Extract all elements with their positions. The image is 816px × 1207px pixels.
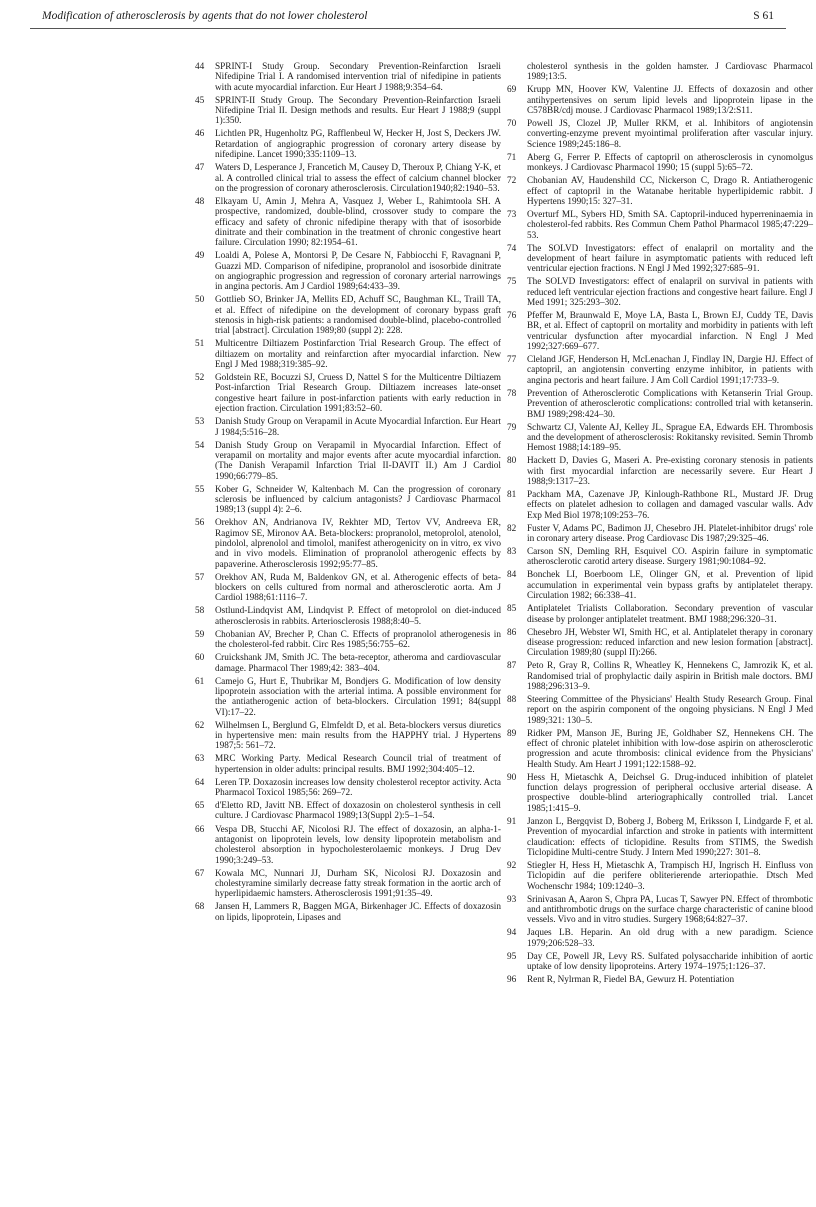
reference-item xyxy=(507,153,813,174)
reference-text: Elkayam U, Amin J, Mehra A, Vasquez J, Weber L, Rahimtoola SH. A prospective, randomized, double-blind, crossover study to compare the efficacy and safety of chronic nifedipine therapy with that of isosorbide dinitrate and their combination in the treatment of chronic congestive heart failure. Circulation 1990; 82:1954–61. xyxy=(215,196,501,249)
reference-number: 46 xyxy=(195,129,205,140)
reference-text: Kowala MC, Nunnari JJ, Durham SK, Nicolosi RJ. Doxazosin and cholestyramine similarly decrease fatty streak formation in the aortic arch of hyperlipidaemic hamsters. Atherosclerosis 1991;91:35–49. xyxy=(215,868,501,900)
running-title: Modification of atherosclerosis by agents that do not lower cholesterol xyxy=(42,10,368,22)
reference-text: Srinivasan A, Aaron S, Chpra PA, Lucas T, Sawyer PN. Effect of thrombotic and antithrombotic drugs on the surface charge characteristic of canine blood vessels. Vivo and in vitro studies. Surgery 1968;64:827–37. xyxy=(527,894,813,926)
reference-item xyxy=(195,677,501,718)
reference-number: 79 xyxy=(507,422,517,433)
reference-item xyxy=(195,721,501,752)
reference-item xyxy=(507,389,813,420)
reference-text: cholesterol synthesis in the golden hamster. J Cardiovasc Pharmacol 1989;13:5. xyxy=(527,62,813,83)
reference-number: 74 xyxy=(507,243,517,254)
running-header xyxy=(30,0,786,30)
reference-item xyxy=(195,754,501,775)
reference-item xyxy=(195,869,501,900)
reference-column-right xyxy=(507,62,813,988)
reference-text: d'Eletto RD, Javitt NB. Effect of doxazosin on cholesterol synthesis in cell culture. J Cardiovasc Pharmacol 1989;13(Suppl 2):5–1–54. xyxy=(215,801,501,822)
reference-item xyxy=(507,244,813,275)
reference-number: 77 xyxy=(507,355,517,366)
reference-text: Orekhov AN, Andrianova IV, Rekhter MD, Tertov VV, Andreeva ER, Ragimov SE, Mironov AA. Beta-blockers: propranolol, metoprolol, atenolol, pindolol, alprenolol and timolol, manifest atherogenicity on in vitro, ex vivo and in vivo models. Elimination of propranolol atherogenic effects by papaverine. Atherosclerosis 1992;95:77–85. xyxy=(215,518,501,570)
reference-number: 60 xyxy=(195,653,205,664)
reference-number: 58 xyxy=(195,606,205,617)
reference-item xyxy=(507,928,813,949)
reference-item xyxy=(507,729,813,770)
reference-item xyxy=(507,570,813,601)
reference-number: 76 xyxy=(507,311,517,322)
reference-text: Leren TP. Doxazosin increases low density cholesterol receptor activity. Acta Pharmacol Toxicol 1985;56: 269–72. xyxy=(215,777,501,799)
reference-number: 89 xyxy=(507,728,517,739)
reference-text: Orekhov AN, Ruda M, Baldenkov GN, et al. Atherogenic effects of beta-blockers on cells cultured from normal and atherosclerotic aorta. Am J Cardiol 1988;61:1116–7. xyxy=(215,572,501,604)
reference-number: 78 xyxy=(507,388,517,399)
reference-text: SPRINT-II Study Group. The Secondary Prevention-Reinfarction Israeli Nifedipine Trial II. Design methods and results. Eur Heart J 1988;9 (suppl 1):350. xyxy=(215,95,501,127)
reference-number: 85 xyxy=(507,604,517,615)
reference-number: 51 xyxy=(195,339,205,350)
reference-text: MRC Working Party. Medical Research Council trial of treatment of hypertension in older adults: principal results. BMJ 1992;304:405–12. xyxy=(215,754,501,775)
reference-item xyxy=(195,441,501,482)
reference-item xyxy=(507,661,813,692)
reference-item xyxy=(507,861,813,892)
reference-text: Rent R, Nylrman R, Fiedel BA, Gewurz H. Potentiation xyxy=(527,975,735,986)
reference-text: Chesebro JH, Webster WI, Smith HC, et al. Antiplatelet therapy in coronary disease progression: reduced infarction and new lesion formation [abstract]. Circulation 1989;80 (suppl II):266. xyxy=(527,627,813,659)
reference-number: 59 xyxy=(195,629,205,640)
reference-item xyxy=(195,801,501,822)
page-number: S 61 xyxy=(753,10,774,22)
reference-text: Jaques LB. Heparin. An old drug with a new paradigm. Science 1979;206:528–33. xyxy=(527,928,813,949)
reference-number: 61 xyxy=(195,676,205,687)
reference-item xyxy=(195,339,501,370)
reference-item xyxy=(195,251,501,292)
reference-text: Powell JS, Clozel JP, Muller RKM, et al. Inhibitors of angiotensin converting-enzyme prevent myointimal proliferation after vascular injury. Science 1989;245:186–8. xyxy=(527,119,813,150)
reference-text: Wilhelmsen L, Berglund G, Elmfeldt D, et al. Beta-blockers versus diuretics in hypertensive men: main results from the HAPPHY trial. J Hypertens 1987;5: 561–72. xyxy=(215,720,501,752)
reference-number: 81 xyxy=(507,490,517,500)
reference-text: Ostlund-Lindqvist AM, Lindqvist P. Effect of metoprolol on diet-induced atherosclerosis in rabbits. Arteriosclerosis 1988;8:40–5. xyxy=(215,606,501,627)
reference-item xyxy=(195,778,501,799)
reference-item xyxy=(507,773,813,814)
reference-text: Cruickshank JM, Smith JC. The beta-receptor, atheroma and cardiovascular damage. Pharmacol Ther 1989;42: 383–404. xyxy=(215,653,501,674)
reference-text: Goldstein RE, Bocuzzi SJ, Cruess D, Nattel S for the Multicentre Diltiazem Post-infarction Trial Research Group. Diltiazem increases late-onset congestive heart failure in post-infarction patients with early reduction in ejection fraction. Circulation 1991;83:52–60. xyxy=(215,373,501,415)
reference-text: Multicentre Diltiazem Postinfarction Trial Research Group. The effect of diltiazem on mortality and reinfarction after myocardial infarction. New Engl J Med 1988;319:385–92. xyxy=(215,339,501,371)
reference-item xyxy=(507,895,813,926)
reference-item xyxy=(507,311,813,352)
reference-number: 63 xyxy=(195,754,205,765)
reference-number: 53 xyxy=(195,417,205,428)
reference-number: 82 xyxy=(507,523,517,534)
reference-item xyxy=(507,176,813,207)
reference-number: 55 xyxy=(195,484,205,495)
reference-text: Danish Study Group on Verapamil in Myocardial Infarction. Effect of verapamil on mortality and major events after acute myocardial infarction. (The Danish Verapamil Infarction Trial II-DAVIT II.) Am J Cardiol 1990;66:779–85. xyxy=(215,440,501,482)
reference-text: Peto R, Gray R, Collins R, Wheatley K, Hennekens C, Jamrozik K, et al. Randomised trial of prophylactic daily aspirin in British male doctors. BMJ 1988;296:313–9. xyxy=(527,661,813,692)
reference-item xyxy=(195,96,501,127)
reference-text: Overturf ML, Sybers HD, Smith SA. Captopril-induced hyperreninaemia in cholesterol-fed rabbits. Res Commun Chem Pathol Pharmacol 1985;47:229–53. xyxy=(527,209,813,241)
reference-text: Stiegler H, Hess H, Mietaschk A, Trampisch HJ, Ingrisch H. Einfluss von Ticlopidin auf die perifere obliterierende arteriopathie. Dtsch Med Wochenschr 1984; 109:1240–3. xyxy=(527,860,813,892)
reference-number: 62 xyxy=(195,720,205,731)
reference-number: 71 xyxy=(507,152,517,163)
reference-item xyxy=(507,490,813,521)
reference-item xyxy=(195,630,501,651)
reference-item xyxy=(507,355,813,386)
reference-number: 44 xyxy=(195,62,205,72)
reference-number: 95 xyxy=(507,951,517,962)
reference-text: The SOLVD Investigators: effect of enalapril on mortality and the development of heart failure in asymptomatic patients with reduced left ventricular ejection fractions. N Engl J Med 1992;327:685–91. xyxy=(527,243,813,275)
reference-item xyxy=(195,825,501,866)
reference-number: 48 xyxy=(195,196,205,207)
reference-number: 50 xyxy=(195,295,205,306)
reference-number: 86 xyxy=(507,627,517,638)
reference-item xyxy=(195,295,501,336)
reference-item xyxy=(507,210,813,241)
reference-number: 84 xyxy=(507,570,517,581)
reference-number: 66 xyxy=(195,824,205,835)
reference-number: 88 xyxy=(507,695,517,705)
reference-item xyxy=(507,119,813,150)
reference-text: Fuster V, Adams PC, Badimon JJ, Chesebro JH. Platelet-inhibitor drugs' role in coronary artery disease. Prog Cardiovasc Dis 1987;29:325–46. xyxy=(527,523,813,545)
reference-text: Kober G, Schneider W, Kaltenbach M. Can the progression of coronary sclerosis be influenced by calcium antagonists? J Cardiovasc Pharmacol 1989;13 (suppl 4): 2–6. xyxy=(215,484,501,516)
reference-number: 92 xyxy=(507,860,517,871)
reference-number: 75 xyxy=(507,277,517,288)
reference-number: 83 xyxy=(507,547,517,558)
reference-text: Loaldi A, Polese A, Montorsi P, De Cesare N, Fabbiocchi F, Ravagnani P, Guazzi MD. Comparison of nifedipine, propranolol and isosorbide dinitrate on angiographic progression and regression of coronary arterial narrowings in angina pectoris. Am J Cardiol 1989;64:433–39. xyxy=(215,251,501,293)
reference-item xyxy=(195,373,501,414)
reference-item xyxy=(507,695,813,726)
reference-item xyxy=(507,85,813,116)
reference-item xyxy=(507,628,813,659)
reference-column-left xyxy=(195,62,501,926)
reference-item xyxy=(195,606,501,627)
reference-number: 57 xyxy=(195,572,205,583)
reference-number: 72 xyxy=(507,176,517,187)
reference-text: Prevention of Atherosclerotic Complications with Ketanserin Trial Group. Prevention of atherosclerotic complications: controlled trial with ketanserin. BMJ 1989;298:424–30. xyxy=(527,388,813,420)
reference-text: Gottlieb SO, Brinker JA, Mellits ED, Achuff SC, Baughman KL, Traill TA, et al. Effect of nifedipine on the development of coronary bypass graft stenosis in high-risk patients: a randomised double-blind, placebo-controlled trial [abstract]. Circulation 1989;80 (suppl 2): 228. xyxy=(215,295,501,337)
reference-item xyxy=(507,277,813,308)
reference-number: 45 xyxy=(195,95,205,106)
reference-text: Danish Study Group on Verapamil in Acute Myocardial Infarction. Eur Heart J 1984;5:516–28. xyxy=(215,417,501,438)
reference-text: Chobanian AV, Brecher P, Chan C. Effects of propranolol atherogenesis in the cholesterol-fed rabbit. Circ Res 1985;56:755–62. xyxy=(215,629,501,651)
reference-text: Waters D, Lesperance J, Francetich M, Causey D, Theroux P, Chiang Y-K, et al. A controlled clinical trial to assess the effect of calcium channel blocker on the progression of coronary atherosclerosis. Circulation1940;82:1940–53. xyxy=(215,163,501,194)
reference-item xyxy=(507,423,813,454)
reference-item xyxy=(195,163,501,194)
reference-text: Vespa DB, Stucchi AF, Nicolosi RJ. The effect of doxazosin, an alpha-1-antagonist on lipoprotein levels, low density lipoprotein metabolism and cholesterol absorption in hypocholesterolaemic monkeys. J Drug Dev 1990;3:249–53. xyxy=(215,824,501,866)
reference-number: 69 xyxy=(507,85,517,96)
reference-text: Carson SN, Demling RH, Esquivel CO. Aspirin failure in symptomatic atherosclerotic carotid artery disease. Surgery 1981;90:1084–92. xyxy=(527,547,813,568)
reference-number: 90 xyxy=(507,772,517,783)
reference-text: Hackett D, Davies G, Maseri A. Pre-existing coronary stenosis in patients with first myocardial infarction are necessarily severe. Eur Heart J 1988;9:1317–23. xyxy=(527,456,813,487)
reference-item xyxy=(507,952,813,973)
reference-number: 65 xyxy=(195,801,205,812)
reference-text: Aberg G, Ferrer P. Effects of captopril on atherosclerosis in cynomolgus monkeys. J Cardiovasc Pharmacol 1990; 15 (suppl 5):65–72. xyxy=(527,152,813,174)
reference-item xyxy=(507,524,813,545)
reference-text: Chobanian AV, Haudenshild CC, Nickerson C, Drago R. Antiatherogenic effect of captopril in the Watanabe heritable hyperlipidemic rabbit. J Hypertens 1990;15: 327–31. xyxy=(527,176,813,207)
reference-number: 73 xyxy=(507,209,517,220)
reference-item xyxy=(507,456,813,487)
reference-text: Cleland JGF, Henderson H, McLenachan J, Findlay IN, Dargie HJ. Effect of captopril, an angiotensin converting enzyme inhibitor, in patients with angina pectoris and heart failure. J Am Coll Cardiol 1991;17:733–9. xyxy=(527,355,813,386)
reference-number: 94 xyxy=(507,928,517,939)
reference-item xyxy=(195,417,501,438)
reference-item xyxy=(195,902,501,923)
reference-text: Packham MA, Cazenave JP, Kinlough-Rathbone RL, Mustard JF. Drug effects on platelet adhesion to collagen and damaged vascular walls. Adv Exp Med Biol 1978;109:253–76. xyxy=(527,490,813,521)
reference-number: 68 xyxy=(195,902,205,913)
reference-item xyxy=(507,547,813,568)
reference-number: 70 xyxy=(507,119,517,130)
reference-item xyxy=(507,604,813,625)
reference-text: Krupp MN, Hoover KW, Valentine JJ. Effects of doxazosin and other antihypertensives on serum lipid levels and lipoprotein lipase in the C578BR/cdj mouse. J Cardiovasc Pharmacol 1989;13/2:S11. xyxy=(527,85,813,117)
reference-text: Bonchek LI, Boerboom LE, Olinger GN, et al. Prevention of lipid accumulation in experimental vein bypass grafts by antiplatelet therapy. Circulation 1982; 66:338–41. xyxy=(527,570,813,602)
reference-text: Antiplatelet Trialists Collaboration. Secondary prevention of vascular disease by prolonger antiplatelet treatment. BMJ 1988;296:320–31. xyxy=(527,604,813,625)
reference-text: Steering Committee of the Physicians' Health Study Research Group. Final report on the aspirin component of the ongoing physicians. N Engl J Med 1989;321: 130–5. xyxy=(527,695,813,726)
reference-item xyxy=(195,129,501,160)
reference-number: 54 xyxy=(195,440,205,451)
reference-number: 87 xyxy=(507,661,517,672)
reference-number: 52 xyxy=(195,373,205,384)
reference-number: 96 xyxy=(507,975,517,986)
reference-item xyxy=(507,975,813,985)
reference-text: Ridker PM, Manson JE, Buring JE, Goldhaber SZ, Hennekens CH. The effect of chronic platelet inhibition with low-dose aspirin on atherosclerotic progression and acute thrombosis: clinical evidence from the Physicians' Health Study. Am Heart J 1991;122:1588–92. xyxy=(527,728,813,770)
reference-item xyxy=(195,653,501,674)
reference-item xyxy=(195,573,501,604)
reference-text: The SOLVD Investigators: effect of enalapril on survival in patients with reduced left ventricular ejection fractions and congestive heart failure. Engl J Med 1991; 325:293–302. xyxy=(527,277,813,309)
reference-number: 64 xyxy=(195,777,205,788)
reference-text: Jansen H, Lammers R, Baggen MGA, Birkenhager JC. Effects of doxazosin on lipids, lipoprotein, Lipases and xyxy=(215,902,501,923)
reference-text: Janzon L, Bergqvist D, Boberg J, Boberg M, Eriksson I, Lindgarde F, et al. Prevention of myocardial infarction and stroke in patients with intermittent claudication: effects of ticlopidine. Results from STIMS, the Swedish Ticlopidine Multi-centre Study. J Intern Med 1990;227: 301–8. xyxy=(527,816,813,858)
reference-text: Camejo G, Hurt E, Thubrikar M, Bondjers G. Modification of low density lipoprotein association with the arterial intima. A possible environment for the antiatherogenic action of beta-blockers. Circulation 1991; 84(suppl VI):17–22. xyxy=(215,676,501,718)
reference-item xyxy=(195,197,501,249)
reference-number: 91 xyxy=(507,816,517,827)
reference-number: 47 xyxy=(195,163,205,174)
reference-continuation xyxy=(507,62,813,83)
reference-text: Pfeffer M, Braunwald E, Moye LA, Basta L, Brown EJ, Cuddy TE, Davis BR, et al. Effect of captopril on mortality and morbidity in patients with left ventricular dysfunction after myocardial infarction. N Engl J Med 1992;327:669–677. xyxy=(527,311,813,353)
reference-item xyxy=(195,518,501,570)
reference-item xyxy=(195,485,501,516)
reference-number: 93 xyxy=(507,894,517,905)
reference-text: Schwartz CJ, Valente AJ, Kelley JL, Sprague EA, Edwards EH. Thrombosis and the development of atherosclerosis: Rokitansky revisited. Semin Thromb Hemost 1988;14:189–95. xyxy=(527,422,813,454)
reference-number: 56 xyxy=(195,518,205,529)
reference-text: SPRINT-I Study Group. Secondary Prevention-Reinfarction Israeli Nifedipine Trial I. A randomised intervention trial of nifedipine in patients with acute myocardial infarction. Eur Heart J 1988;9:354–64. xyxy=(215,62,501,93)
reference-item xyxy=(507,817,813,858)
reference-text: Lichtlen PR, Hugenholtz PG, Rafflenbeul W, Hecker H, Jost S, Deckers JW. Retardation of angiographic progression of coronary artery disease by nifedipine. Lancet 1990;335:1109–13. xyxy=(215,129,501,161)
reference-number: 67 xyxy=(195,868,205,879)
reference-number: 80 xyxy=(507,456,517,467)
reference-item xyxy=(195,62,501,93)
reference-text: Hess H, Mietaschk A, Deichsel G. Drug-induced inhibition of platelet function delays progression of peripheral occlusive arterial disease. A prospective double-blind arteriographically controlled trial. Lancet 1985;1:415–9. xyxy=(527,772,813,814)
reference-number: 49 xyxy=(195,251,205,262)
header-rule xyxy=(30,28,786,29)
reference-text: Day CE, Powell JR, Levy RS. Sulfated polysaccharide inhibition of aortic uptake of low density lipoproteins. Artery 1974–1975;1:126–37. xyxy=(527,951,813,973)
